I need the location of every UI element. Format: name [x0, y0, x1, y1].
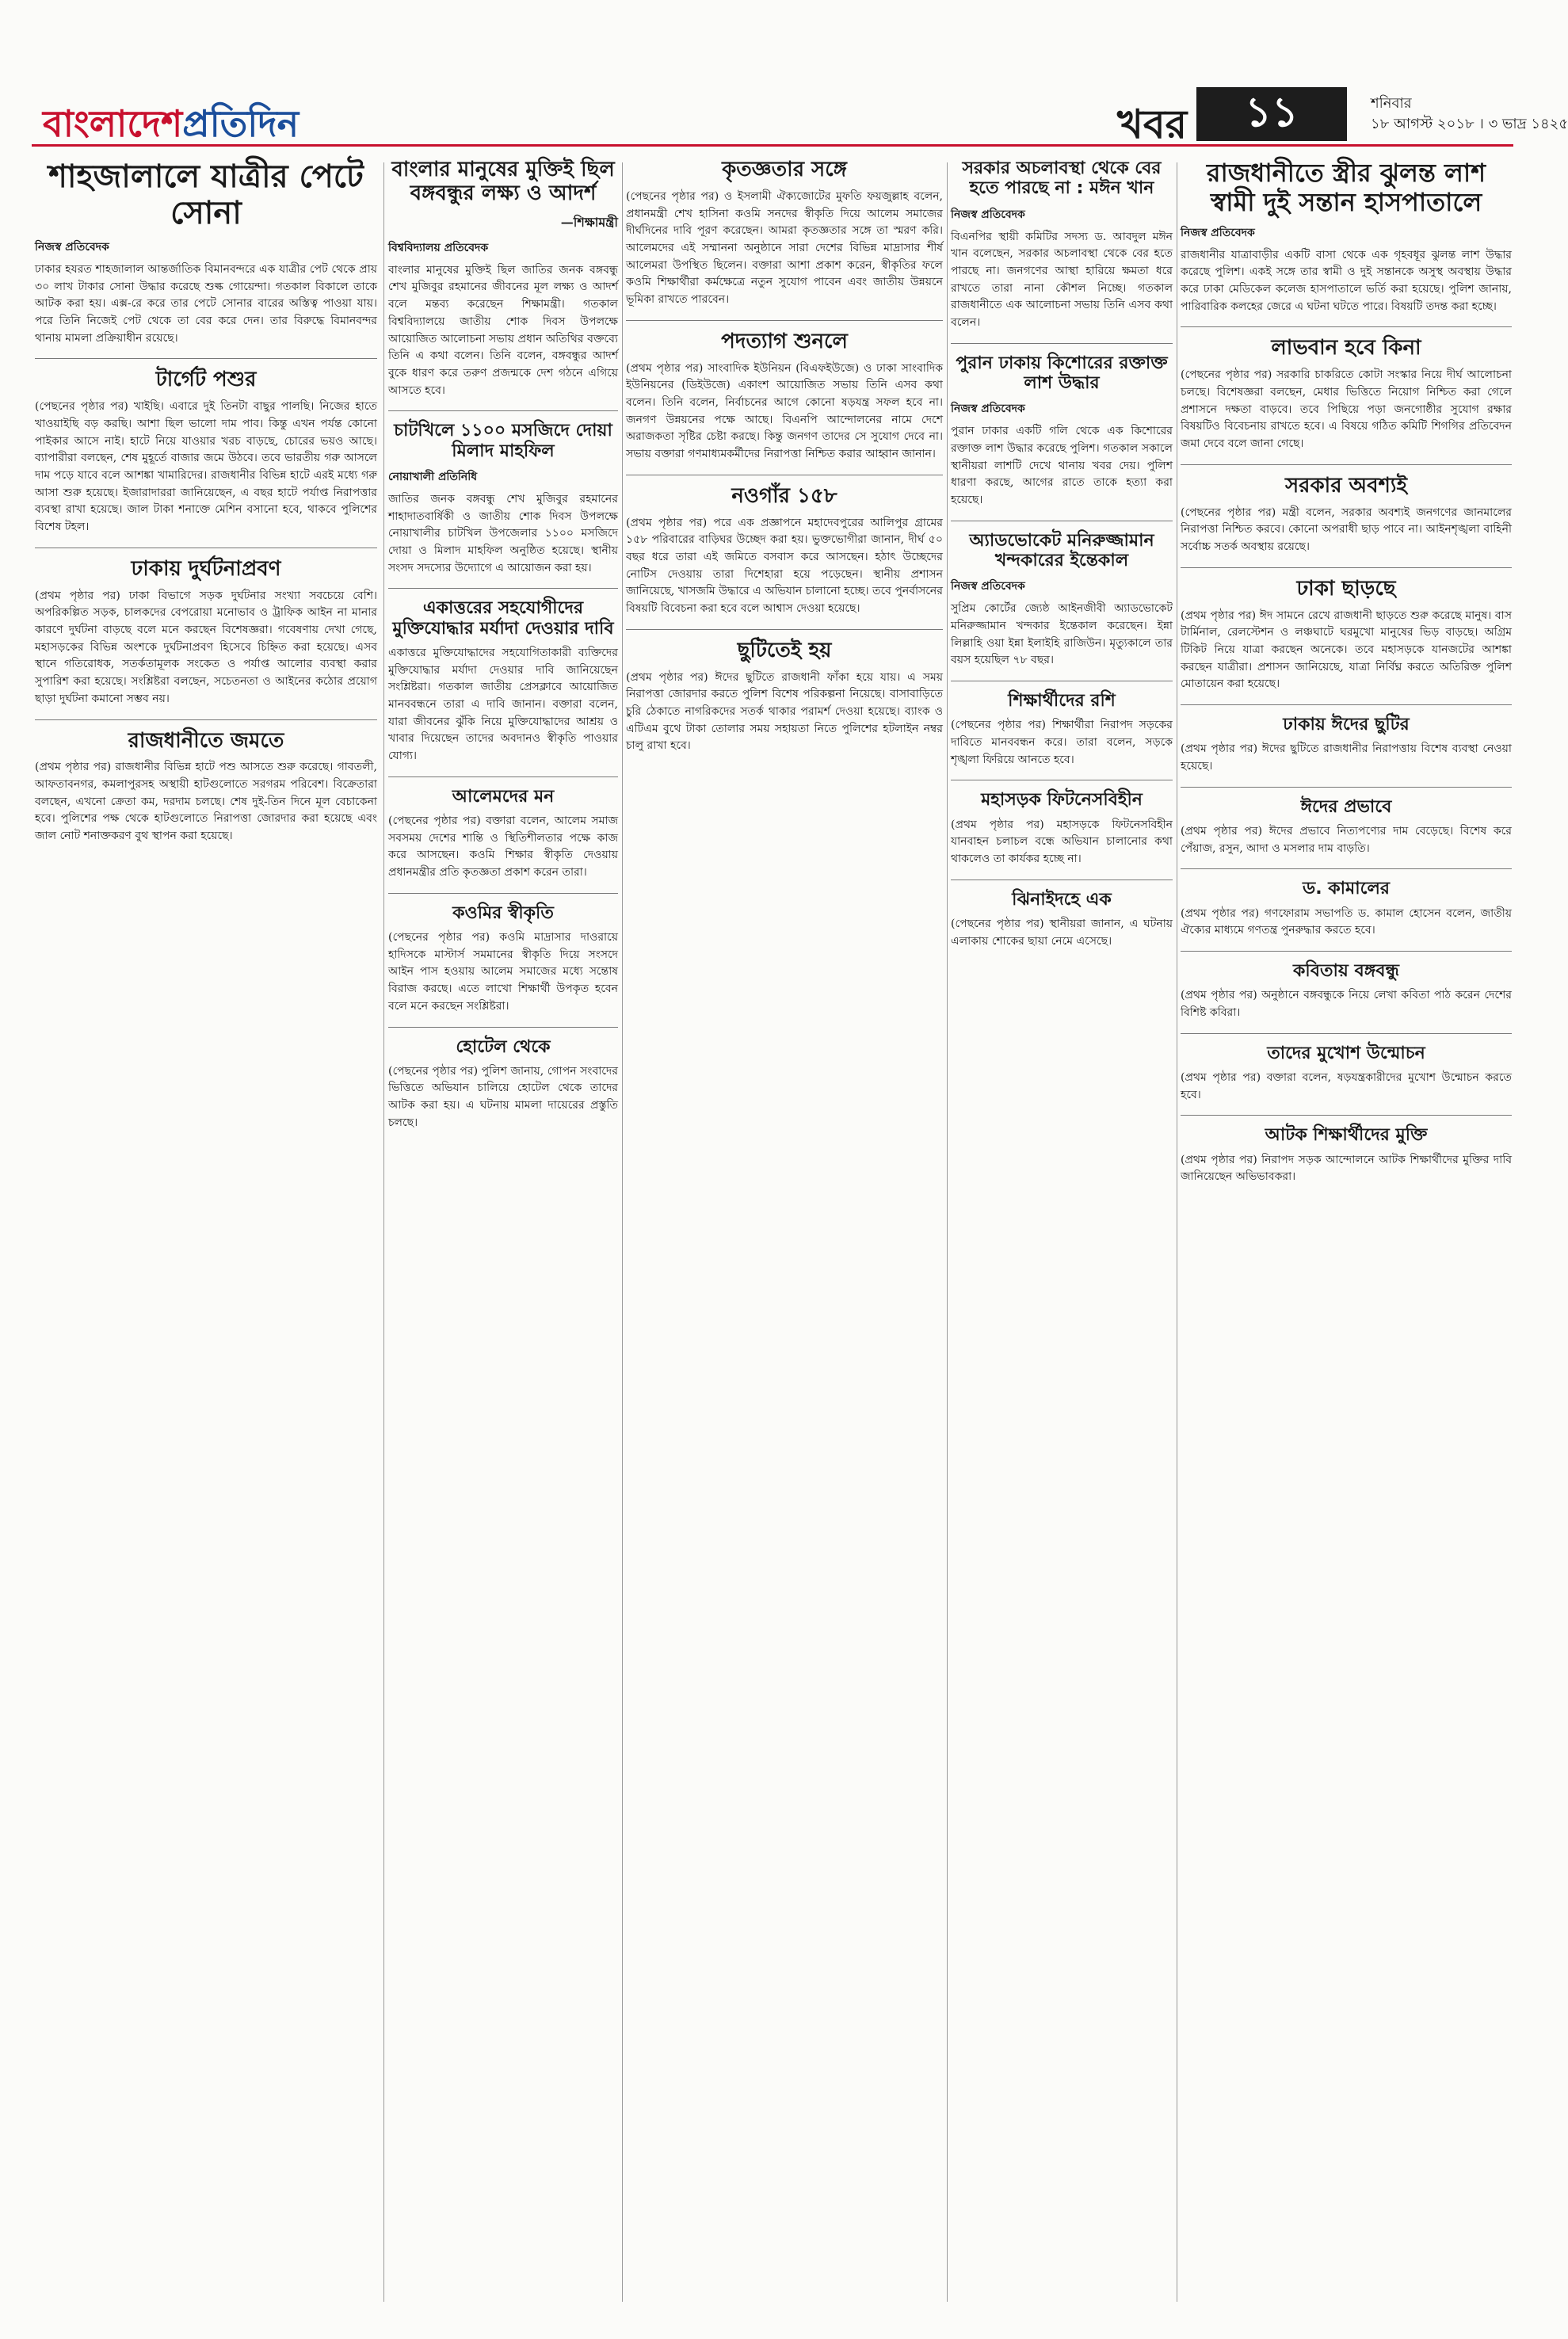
- headline: ড. কামালের: [1303, 879, 1390, 899]
- story-body: (প্রথম পৃষ্ঠার পর) পরে এক প্রজ্ঞাপনে মহাদেবপুরের আলিপুর গ্রামের ১৫৮ পরিবারের বাড়িঘর উচ্ছেদ করা হয়। ভুক্তভোগীরা জানান, দীর্ঘ ৫০ বছর ধরে তারা এই জমিতে বসবাস করে আসছেন। হঠাৎ উচ্ছেদের নোটিস দেওয়ায় তারা দিশেহারা হয়ে পড়েছেন। স্থানীয় প্রশাসন জানিয়েছে, খাসজমি উদ্ধারে এ অভিযান চালানো হচ্ছে। তবে পুনর্বাসনের বিষয়টি বিবেচনা করা হবে বলে আশ্বাস দেওয়া হয়েছে।: [626, 516, 943, 616]
- story-govt: [951, 158, 1173, 332]
- story-students: [951, 691, 1173, 769]
- headline: অ্যাডভোকেট মনিরুজ্জামান খন্দকারের ইন্তেকাল: [969, 530, 1154, 571]
- divider: [35, 719, 377, 720]
- story-body: (প্রথম পৃষ্ঠার পর) রাজধানীর বিভিন্ন হাটে পশু আসতে শুরু করেছে। গাবতলী, আফতাবনগর, কমলাপুরসহ অস্থায়ী হাটগুলোতে সরগরম পরিবেশ। বিক্রেতারা বলছেন, এখনো ক্রেতা কম, দরদাম চলছে। শেষ দুই-তিন দিনে মূল বেচাকেনা হবে। পুলিশের পক্ষ থেকে হাটগুলোতে নিরাপত্তা জোরদার করা হয়েছে এবং জাল নোট শনাক্তকরণ বুথ স্থাপন করা হয়েছে।: [35, 761, 377, 843]
- headline: ঢাকায় ঈদের ছুটির: [1283, 714, 1410, 735]
- story-body: (প্রথম পৃষ্ঠার পর) ঈদের প্রভাবে নিত্যপণ্যের দাম বেড়েছে। বিশেষ করে পেঁয়াজ, রসুন, আদা ও মসলার দাম বাড়তি।: [1181, 824, 1512, 855]
- story-body: (প্রথম পৃষ্ঠার পর) নিরাপদ সড়ক আন্দোলনে আটক শিক্ষার্থীদের মুক্তির দাবি জানিয়েছেন অভিভাবকরা।: [1181, 1153, 1512, 1184]
- weekday: শনিবার: [1371, 95, 1412, 112]
- column-1: [35, 158, 377, 2314]
- divider: [1181, 326, 1512, 327]
- headline: ঢাকা ছাড়ছে: [1296, 576, 1396, 601]
- dateline: [1371, 93, 1568, 135]
- headline: শিক্ষার্থীদের রশি: [1008, 691, 1116, 712]
- story-body: (প্রথম পৃষ্ঠার পর) বক্তারা বলেন, ষড়যন্ত্রকারীদের মুখোশ উন্মোচন করতে হবে।: [1181, 1070, 1512, 1101]
- column-rule: [383, 162, 384, 2302]
- story-body: (প্রথম পৃষ্ঠার পর) অনুষ্ঠানে বঙ্গবন্ধুকে নিয়ে লেখা কবিতা পাঠ করেন দেশের বিশিষ্ট কবিরা।: [1181, 989, 1512, 1019]
- story-chhuti: [626, 639, 943, 755]
- headline: বাংলার মানুষের মুক্তিই ছিল বঙ্গবন্ধুর লক্ষ্য ও আদর্শ: [391, 158, 615, 205]
- headline: নওগাঁর ১৫৮: [731, 483, 837, 508]
- brand-logo: [43, 97, 299, 157]
- divider: [951, 343, 1173, 344]
- story-capital-body: [1181, 158, 1512, 315]
- divider: [388, 776, 618, 777]
- story-jhenaidah: [951, 890, 1173, 951]
- headline: ছুটিতেই হয়: [737, 638, 832, 662]
- story-profit: [1181, 337, 1512, 452]
- story-mosque: [388, 421, 618, 577]
- byline: নিজস্ব প্রতিবেদক: [951, 208, 1025, 221]
- headline: পদত্যাগ শুনলে: [721, 329, 848, 353]
- column-3: [626, 158, 943, 2314]
- story-poem: [1181, 961, 1512, 1022]
- divider: [1181, 567, 1512, 568]
- headline: রাজধানীতে জমতে: [128, 728, 284, 753]
- story-qawmi: [388, 903, 618, 1016]
- story-body: (প্রথম পৃষ্ঠার পর) ঢাকা বিভাগে সড়ক দুর্ঘটনার সংখ্যা সবচেয়ে বেশি। অপরিকল্পিত সড়ক, চালকদের বেপরোয়া মনোভাব ও ট্রাফিক আইন না মানার কারণে দুর্ঘটনা বাড়ছে বলে মনে করছেন বিশেষজ্ঞরা। গবেষণায় দেখা গেছে, মহাসড়কের বিভিন্ন অংশকে দুর্ঘটনাপ্রবণ হিসেবে চিহ্নিত করা হয়েছে। এসব স্থানে গতিরোধক, সতর্কতামূলক সংকেত ও পর্যাপ্ত আলোর ব্যবস্থা করার সুপারিশ করা হয়েছে। সংশ্লিষ্টরা বলছেন, সচেতনতা ও আইনের কঠোর প্রয়োগ ছাড়া দুর্ঘটনা কমানো সম্ভব নয়।: [35, 589, 377, 705]
- headline: একাত্তরের সহযোগীদের মুক্তিযোদ্ধার মর্যাদা দেওয়ার দাবি: [392, 598, 614, 639]
- divider: [626, 320, 943, 321]
- headline: ঢাকায় দুর্ঘটনাপ্রবণ: [131, 556, 281, 581]
- headline: ঈদের প্রভাবে: [1300, 796, 1392, 817]
- story-body: (প্রথম পৃষ্ঠার পর) ঈদের ছুটিতে রাজধানী ফাঁকা হয়ে যায়। এ সময় নিরাপত্তা জোরদার করতে পুলিশ বিশেষ পরিকল্পনা নিয়েছে। বাসাবাড়িতে চুরি ঠেকাতে নাগরিকদের সতর্ক থাকার পরামর্শ দেওয়া হয়েছে। ব্যাংক ও এটিএম বুথে টাকা তোলার সময় সহায়তা নিতে পুলিশের হটলাইন নম্বর চালু রাখা হবে।: [626, 670, 943, 753]
- headline: পুরান ঢাকায় কিশোরের রক্তাক্ত লাশ উদ্ধার: [956, 353, 1168, 394]
- masthead: [32, 87, 1568, 147]
- divider: [388, 893, 618, 894]
- column-5: [1181, 158, 1512, 2314]
- brand-part1: বাংলাদেশ: [43, 102, 183, 145]
- story-body: সুপ্রিম কোর্টের জ্যেষ্ঠ আইনজীবী অ্যাডভোকেট মনিরুজ্জামান খন্দকার ইন্তেকাল করেছেন। ইন্না লিল্লাহি ওয়া ইন্না ইলাইহি রাজিউন। মৃত্যুকালে তার বয়স হয়েছিল ৭৮ বছর।: [951, 602, 1173, 667]
- headline: কবিতায় বঙ্গবন্ধু: [1293, 960, 1399, 981]
- story-alam: [388, 787, 618, 882]
- column-rule: [622, 162, 623, 2302]
- story-body: রাজধানীর যাত্রাবাড়ীর একটি বাসা থেকে এক গৃহবধূর ঝুলন্ত লাশ উদ্ধার করেছে পুলিশ। একই সঙ্গে তার স্বামী ও দুই সন্তানকে অসুস্থ অবস্থায় উদ্ধার করে ঢাকা মেডিকেল কলেজ হাসপাতালে ভর্তি করা হয়েছে। পুলিশ জানায়, পারিবারিক কলহের জেরে এ ঘটনা ঘটতে পারে। বিষয়টি তদন্ত করা হচ্ছে।: [1181, 248, 1512, 313]
- headline: ঝিনাইদহে এক: [1012, 889, 1112, 910]
- column-rule: [947, 162, 948, 2302]
- story-body: (পেছনের পৃষ্ঠার পর) শিক্ষার্থীরা নিরাপদ সড়কের দাবিতে মানববন্ধন করে। তারা বলেন, সড়কে শৃঙ্খলা ফিরিয়ে আনতে হবে।: [951, 719, 1173, 766]
- byline: নিজস্ব প্রতিবেদক: [35, 241, 109, 254]
- story-gold: [35, 158, 377, 347]
- story-naogaon: [626, 485, 943, 618]
- headline: লাভবান হবে কিনা: [1271, 336, 1421, 361]
- headline: রাজধানীতে স্ত্রীর ঝুলন্ত লাশ স্বামী দুই সন্তান হাসপাতালে: [1206, 158, 1486, 217]
- story-body: (পেছনের পৃষ্ঠার পর) বক্তারা বলেন, আলেম সমাজ সবসময় দেশের শান্তি ও স্থিতিশীলতার পক্ষে কাজ করে আসছেন। কওমি শিক্ষার স্বীকৃতি দেওয়ায় প্রধানমন্ত্রীর প্রতি কৃতজ্ঞতা প্রকাশ করেন তারা।: [388, 815, 618, 880]
- story-body: (পেছনের পৃষ্ঠার পর) স্থানীয়রা জানান, এ ঘটনায় এলাকায় শোকের ছায়া নেমে এসেছে।: [951, 918, 1173, 948]
- byline: বিশ্ববিদ্যালয় প্রতিবেদক: [388, 241, 489, 254]
- byline: নিজস্ব প্রতিবেদক: [951, 580, 1025, 593]
- divider: [1181, 1033, 1512, 1034]
- story-body: (প্রথম পৃষ্ঠার পর) ঈদ সামনে রেখে রাজধানী ছাড়তে শুরু করেছে মানুষ। বাস টার্মিনাল, রেলস্টেশন ও লঞ্চঘাটে ঘরমুখো মানুষের ভিড় বাড়ছে। অগ্রিম টিকিট নিয়ে যাত্রা করছেন অনেকে। তবে মহাসড়কে যানজটের আশঙ্কা করছেন যাত্রীরা। প্রশাসন জানিয়েছে, যাত্রা নির্বিঘ্ন করতে অতিরিক্ত পুলিশ মোতায়েন করা হয়েছে।: [1181, 609, 1512, 691]
- divider: [1181, 704, 1512, 705]
- story-body: ঢাকার হযরত শাহজালাল আন্তর্জাতিক বিমানবন্দরে এক যাত্রীর পেট থেকে প্রায় ৩০ লাখ টাকার সোনা উদ্ধার করেছে শুল্ক গোয়েন্দা। গতকাল বিকালে তাকে আটক করা হয়। এক্স-রে করে তার পেটে সোনার বারের অস্তিত্ব পাওয়া যায়। পরে তিনি নিজেই পেট থেকে তা বের করে দেন। তার বিরুদ্ধে বিমানবন্দর থানায় মামলা প্রক্রিয়াধীন রয়েছে।: [35, 263, 377, 345]
- divider: [388, 1027, 618, 1028]
- story-effect: [1181, 797, 1512, 858]
- story-road: [35, 558, 377, 708]
- column-2: [388, 158, 618, 2314]
- story-leaving: [1181, 578, 1512, 693]
- brand-part2: প্রতিদিন: [182, 102, 299, 145]
- headline: আটক শিক্ষার্থীদের মুক্তি: [1265, 1125, 1428, 1146]
- divider: [388, 410, 618, 411]
- story-old-dhaka: [951, 353, 1173, 509]
- story-capital: [35, 730, 377, 845]
- story-war: [388, 598, 618, 765]
- story-release: [1181, 1125, 1512, 1186]
- story-body: (পেছনের পৃষ্ঠার পর) পুলিশ জানায়, গোপন সংবাদের ভিত্তিতে অভিযান চালিয়ে হোটেল থেকে তাদের আটক করা হয়। এ ঘটনায় মামলা দায়েরের প্রস্তুতি চলছে।: [388, 1064, 618, 1129]
- story-body: একাত্তরে মুক্তিযোদ্ধাদের সহযোগিতাকারী ব্যক্তিদের মুক্তিযোদ্ধার মর্যাদা দেওয়ার দাবি জানিয়েছেন সংশ্লিষ্টরা। গতকাল জাতীয় প্রেসক্লাবে আয়োজিত মানববন্ধনে তারা এ দাবি জানান। বক্তারা বলেন, যারা জীবনের ঝুঁকি নিয়ে মুক্তিযোদ্ধাদের আশ্রয় ও খাবার দিয়েছেন তাদের অবদানও স্বীকৃতি পাওয়ার যোগ্য।: [388, 646, 618, 763]
- story-body: জাতির জনক বঙ্গবন্ধু শেখ মুজিবুর রহমানের শাহাদাতবার্ষিকী ও জাতীয় শোক দিবস উপলক্ষে নোয়াখালীর চাটখিল উপজেলার ১১০০ মসজিদে দোয়া ও মিলাদ মাহফিল অনুষ্ঠিত হয়েছে। স্থানীয় সংসদ সদস্যের উদ্যোগে এ আয়োজন করা হয়।: [388, 492, 618, 574]
- date: ১৮ আগস্ট ২০১৮ । ৩ ভাদ্র ১৪২৫: [1371, 116, 1568, 132]
- quote-author: —শিক্ষামন্ত্রী: [560, 214, 618, 230]
- story-must: [1181, 475, 1512, 556]
- headline: সরকার অবশ্যই: [1285, 473, 1407, 498]
- headline: টার্গেট পশুর: [155, 368, 257, 392]
- story-body: (পেছনের পৃষ্ঠার পর) ও ইসলামী ঐক্যজোটের মুফতি ফয়জুল্লাহ বলেন, প্রধানমন্ত্রী শেখ হাসিনা কওমি সনদের স্বীকৃতি দিয়ে আলেম সমাজের দীর্ঘদিনের দাবি পূরণ করেছেন। আমরা কৃতজ্ঞতার সঙ্গে তা স্মরণ করি। আলেমদের এই সম্মাননা অনুষ্ঠানে সারা দেশের বিভিন্ন মাদ্রাসার শীর্ষ আলেমরা উপস্থিত ছিলেন। বক্তারা আশা প্রকাশ করেন, স্বীকৃতির ফলে কওমি শিক্ষার্থীরা কর্মক্ষেত্রে নতুন সুযোগ পাবেন এবং জাতীয় উন্নয়নে ভূমিকা রাখতে পারবেন।: [626, 189, 943, 307]
- story-body: (প্রথম পৃষ্ঠার পর) গণফোরাম সভাপতি ড. কামাল হোসেন বলেন, জাতীয় ঐক্যের মাধ্যমে গণতন্ত্র পুনরুদ্ধার করতে হবে।: [1181, 906, 1512, 937]
- divider: [35, 358, 377, 359]
- story-body: (প্রথম পৃষ্ঠার পর) ঈদের ছুটিতে রাজধানীর নিরাপত্তায় বিশেষ ব্যবস্থা নেওয়া হয়েছে।: [1181, 742, 1512, 773]
- headline: চাটখিলে ১১০০ মসজিদে দোয়া মিলাদ মাহফিল: [394, 421, 612, 461]
- story-kamal: [1181, 879, 1512, 940]
- divider: [388, 588, 618, 589]
- story-obituary: [951, 531, 1173, 670]
- story-body: (পেছনের পৃষ্ঠার পর) খাইছি। এবারে দুই তিনটা বাছুর পালছি। নিজের হাতে খাওয়াইছি বড় করছি। আশা ছিল ভালো দাম পাব। কিন্তু এখন পর্যন্ত কোনো পাইকার আসে নাই। হাটে নিয়ে যাওয়ার খরচ বাড়ছে, চোরের ভয়ও আছে। ব্যাপারীরা বলছেন, শেষ মুহূর্তে বাজার জমে উঠবে। তবে ভারতীয় গরু আসলে দাম পড়ে যাবে বলে আশঙ্কা খামারিদের। রাজধানীর বিভিন্ন হাটে এরই মধ্যে গরু আসা শুরু হয়েছে। ইজারাদাররা জানিয়েছেন, এ বছর হাটে পর্যাপ্ত নিরাপত্তার ব্যবস্থা রাখা হয়েছে। জাল টাকা শনাক্তে মেশিন বসানো হবে, থাকবে পুলিশের বিশেষ টহল।: [35, 400, 377, 534]
- story-body: বাংলার মানুষের মুক্তিই ছিল জাতির জনক বঙ্গবন্ধু শেখ মুজিবুর রহমানের জীবনের মূল লক্ষ্য ও আদর্শ বলে মন্তব্য করেছেন শিক্ষামন্ত্রী। গতকাল বিশ্ববিদ্যালয়ে জাতীয় শোক দিবস উপলক্ষে আয়োজিত আলোচনা সভায় প্রধান অতিথির বক্তব্যে তিনি এ কথা বলেন। তিনি বলেন, বঙ্গবন্ধুর আদর্শ বুকে ধারণ করে তরুণ প্রজন্মকে দেশ গঠনে এগিয়ে আসতে হবে।: [388, 263, 618, 397]
- story-body: (পেছনের পৃষ্ঠার পর) কওমি মাদ্রাসার দাওরায়ে হাদিসকে মাস্টার্স সমমানের স্বীকৃতি দিয়ে সংসদে আইন পাস হওয়ায় আলেম সমাজের মধ্যে সন্তোষ বিরাজ করছে। এতে লাখো শিক্ষার্থী উপকৃত হবেন বলে মনে করছেন সংশ্লিষ্টরা।: [388, 931, 618, 1013]
- story-body: (প্রথম পৃষ্ঠার পর) সাংবাদিক ইউনিয়ন (বিএফইউজে) ও ঢাকা সাংবাদিক ইউনিয়নের (ডিইউজে) একাংশ আয়োজিত সভায় তিনি এসব কথা বলেন। তিনি বলেন, নির্বাচনের আগে কোনো ষড়যন্ত্র সফল হবে না। জনগণ উন্নয়নের পক্ষে আছে। বিএনপি আন্দোলনের নামে দেশে অরাজকতা সৃষ্টির চেষ্টা করছে। কিন্তু জনগণ তাদের সে সুযোগ দেবে না। সভায় বক্তারা গণমাধ্যমকর্মীদের নিরাপত্তা নিশ্চিত করার আহ্বান জানান।: [626, 361, 943, 461]
- story-mask: [1181, 1044, 1512, 1105]
- headline: মহাসড়ক ফিটনেসবিহীন: [981, 790, 1143, 811]
- byline: নিজস্ব প্রতিবেদক: [1181, 226, 1255, 239]
- story-hotel: [388, 1037, 618, 1132]
- story-rally: [35, 368, 377, 536]
- divider: [1181, 464, 1512, 465]
- story-resign: [626, 330, 943, 464]
- divider: [1181, 868, 1512, 869]
- divider: [1181, 787, 1512, 788]
- story-body: বিএনপির স্থায়ী কমিটির সদস্য ড. আবদুল মঈন খান বলেছেন, সরকার অচলাবস্থা থেকে বের হতে পারছে না। জনগণের আস্থা হারিয়ে ক্ষমতা ধরে রাখতে তারা নানা কৌশল নিচ্ছে। গতকাল রাজধানীতে এক আলোচনা সভায় তিনি এসব কথা বলেন।: [951, 230, 1173, 330]
- headline: আলেমদের মন: [452, 786, 555, 807]
- headline: শাহজালালে যাত্রীর পেটে সোনা: [48, 158, 364, 231]
- story-mujib: [388, 158, 618, 399]
- headline: হোটেল থেকে: [456, 1036, 551, 1057]
- divider: [1181, 1115, 1512, 1116]
- page-number: ১১: [1196, 87, 1347, 141]
- divider: [1181, 951, 1512, 952]
- column-4: [951, 158, 1173, 2314]
- section-name: খবর: [1117, 101, 1188, 147]
- story-gratitude: [626, 158, 943, 309]
- story-mahasarak: [951, 790, 1173, 868]
- headline: কওমির স্বীকৃতি: [452, 902, 554, 923]
- divider: [626, 629, 943, 630]
- headline: সরকার অচলাবস্থা থেকে বের হতে পারছে না : মঈন খান: [962, 158, 1162, 199]
- story-body: পুরান ঢাকার একটি গলি থেকে এক কিশোরের রক্তাক্ত লাশ উদ্ধার করেছে পুলিশ। গতকাল সকালে স্থানীয়রা লাশটি দেখে থানায় খবর দেয়। পুলিশ ধারণা করছে, আগের রাতে তাকে হত্যা করা হয়েছে।: [951, 425, 1173, 507]
- story-body: (পেছনের পৃষ্ঠার পর) মন্ত্রী বলেন, সরকার অবশ্যই জনগণের জানমালের নিরাপত্তা নিশ্চিত করবে। কোনো অপরাধী ছাড় পাবে না। আইনশৃঙ্খলা বাহিনী সর্বোচ্চ সতর্ক অবস্থায় রয়েছে।: [1181, 506, 1512, 553]
- story-eid: [1181, 715, 1512, 776]
- byline: নিজস্ব প্রতিবেদক: [951, 403, 1025, 416]
- story-body: (পেছনের পৃষ্ঠার পর) সরকারি চাকরিতে কোটা সংস্কার নিয়ে দীর্ঘ আলোচনা চলছে। বিশেষজ্ঞরা বলছেন, মেধার ভিত্তিতে নিয়োগ নিশ্চিত করা গেলে প্রশাসনে দক্ষতা বাড়বে। তবে পিছিয়ে পড়া জনগোষ্ঠীর সুযোগ রক্ষার বিষয়টিও বিবেচনায় রাখতে হবে। এ বিষয়ে গঠিত কমিটি শিগগির প্রতিবেদন জমা দেবে বলে জানা গেছে।: [1181, 368, 1512, 450]
- headline: তাদের মুখোশ উন্মোচন: [1267, 1043, 1425, 1063]
- byline: নোয়াখালী প্রতিনিধি: [388, 470, 478, 483]
- story-body: (প্রথম পৃষ্ঠার পর) মহাসড়কে ফিটনেসবিহীন যানবাহন চলাচল বন্ধে অভিযান চালানোর কথা থাকলেও তা কার্যকর হচ্ছে না।: [951, 818, 1173, 866]
- headline: কৃতজ্ঞতার সঙ্গে: [722, 158, 847, 181]
